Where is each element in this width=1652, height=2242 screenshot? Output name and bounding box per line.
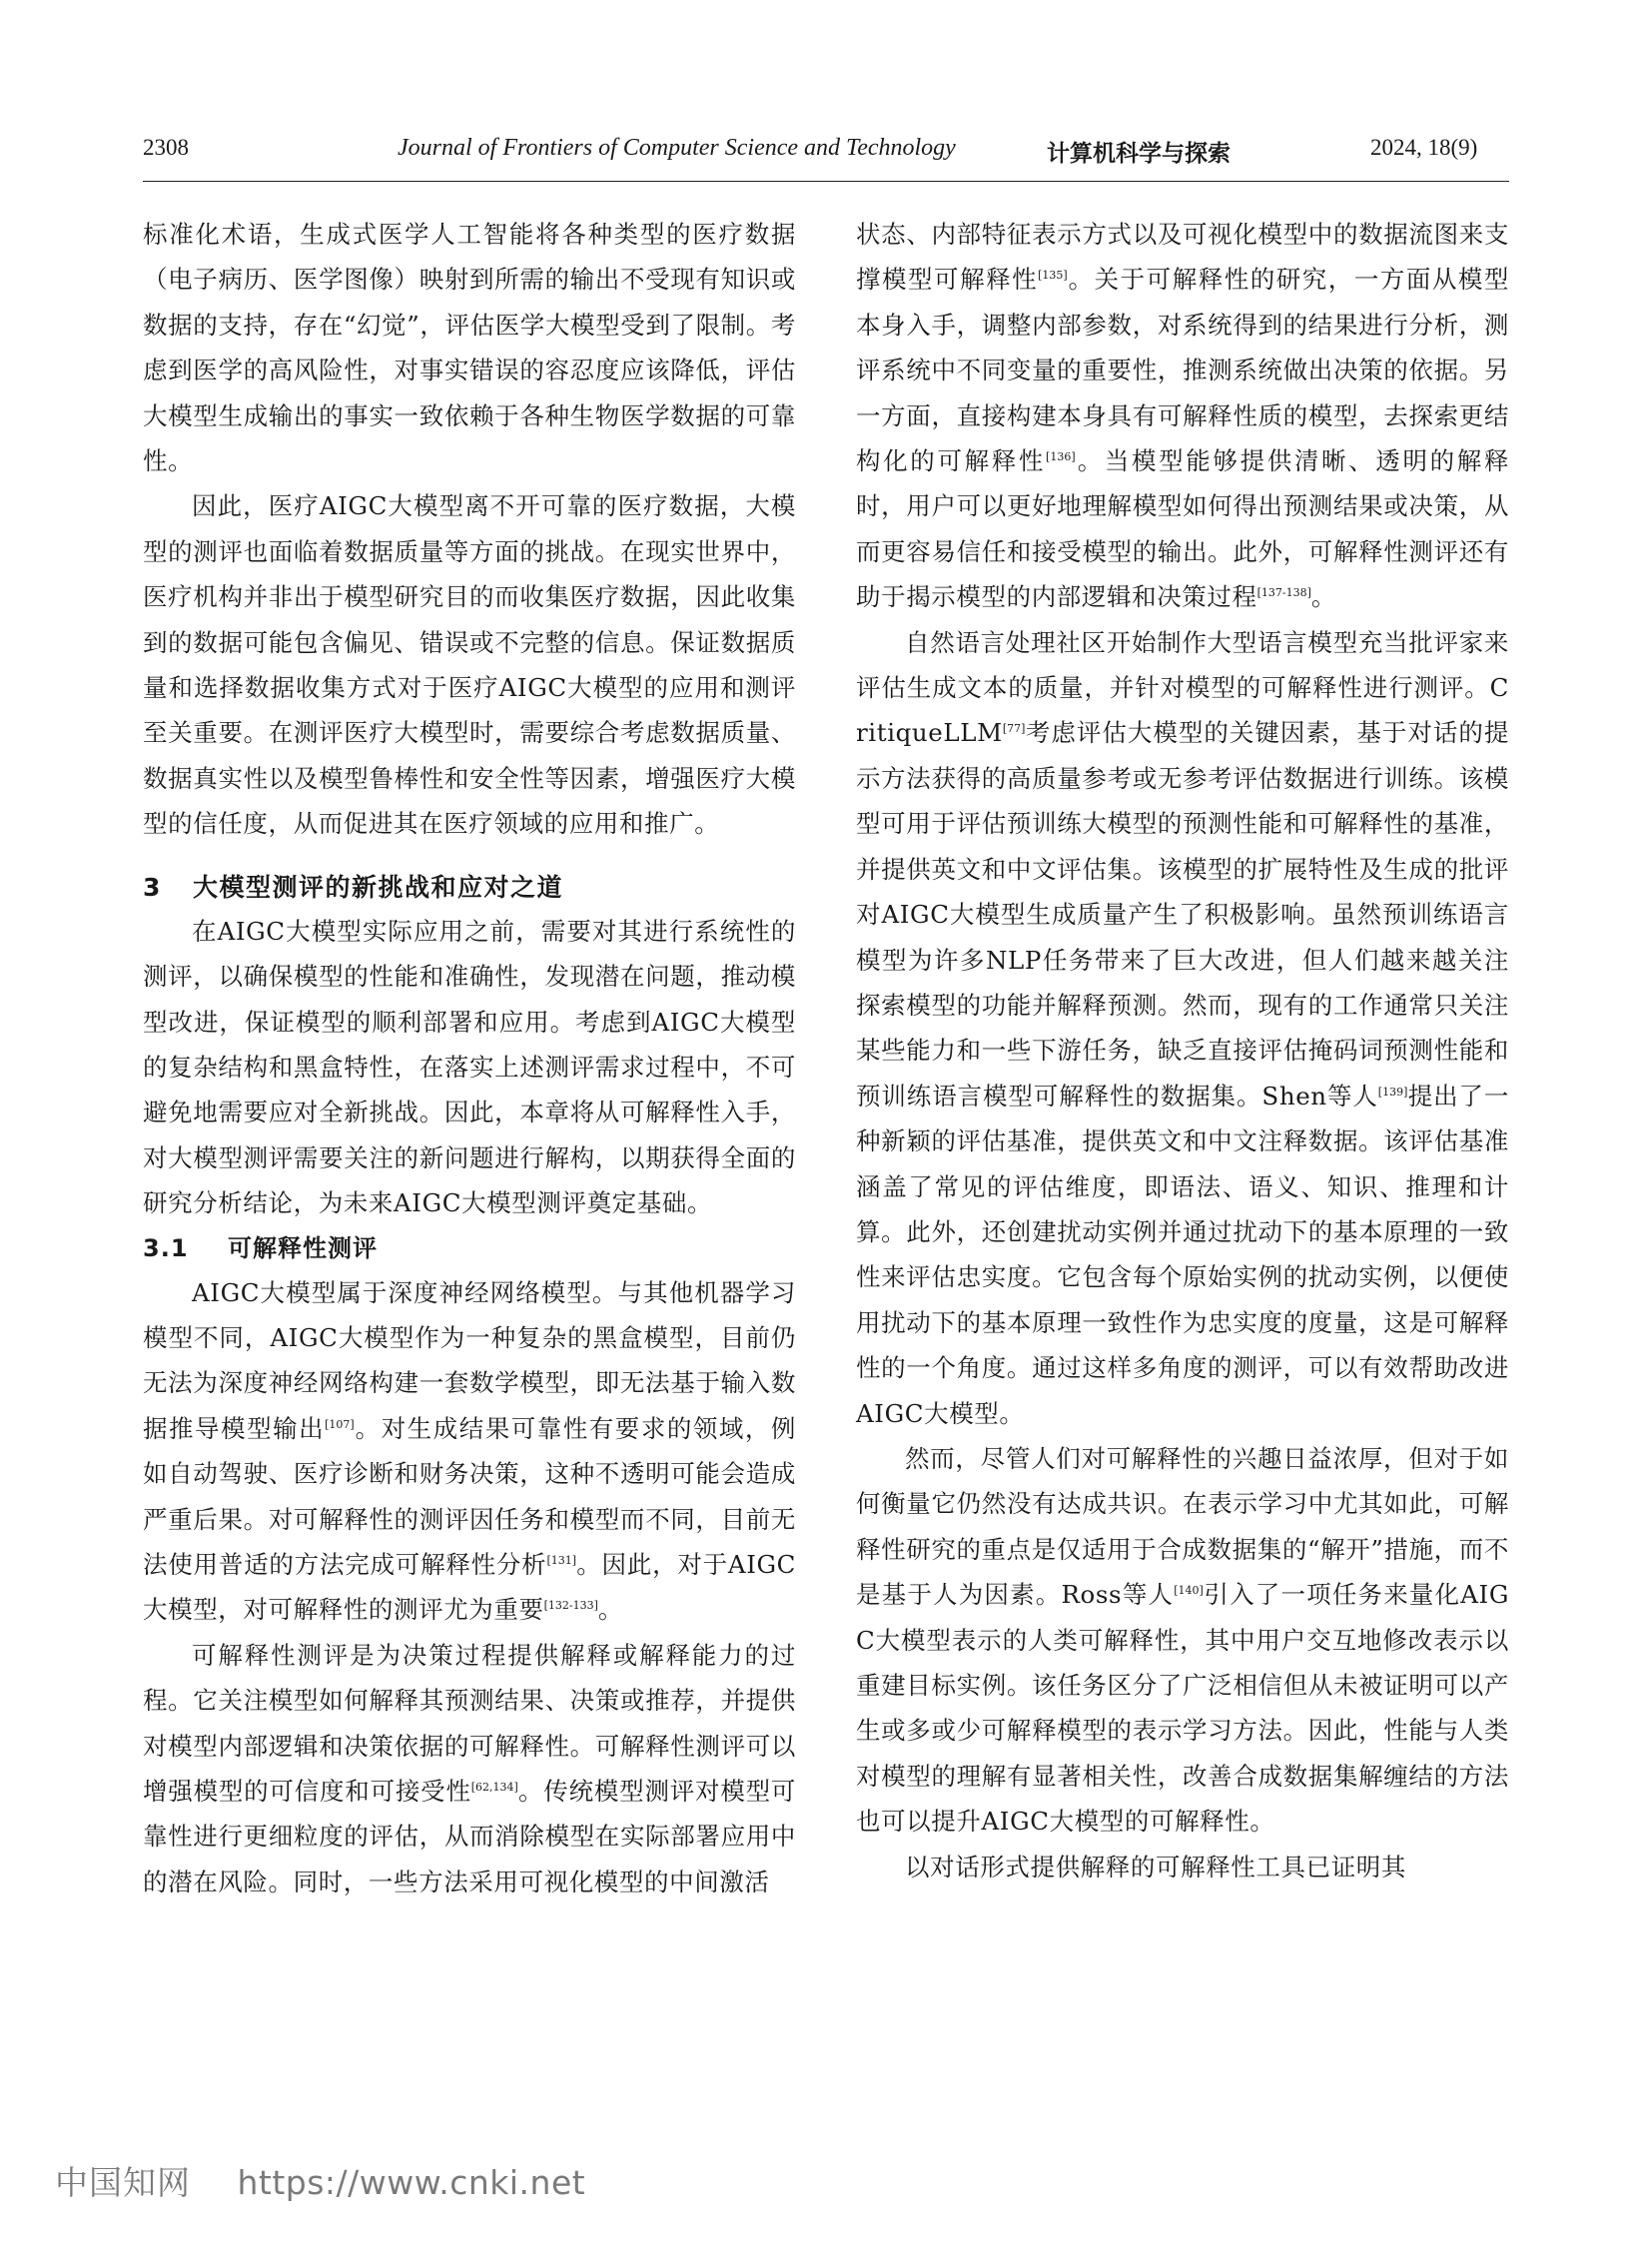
right-column	[856, 212, 1509, 1889]
page-number: 2308	[143, 135, 189, 160]
citation: [140]	[1174, 1584, 1204, 1598]
journal-title-cn: 计算机科学与探索	[1047, 141, 1231, 167]
paragraph	[143, 1270, 796, 1633]
section-title: 大模型测评的新挑战和应对之道	[193, 872, 564, 902]
text-run: 。传统模型测评对模型可靠性进行更细粒度的评估，从而消除模型在实际部署应用中的潜在风险。同时，一些方法采用可视化模型的中间激活	[143, 1777, 796, 1896]
paragraph	[143, 1633, 796, 1904]
text-run: 。当模型能够提供清晰、透明的解释时，用户可以更好地理解模型如何得出预测结果或决策，从而更容易信任和接受模型的输出。此外，可解释性测评还有助于揭示模型的内部逻辑和决策过程	[856, 446, 1509, 612]
text-run: 状态、内部特征表示方式以及可视化模型中的数据流图来支撑模型可解释性	[856, 220, 1509, 295]
text-run: 可解释性测评是为决策过程提供解释或解释能力的过程。它关注模型如何解释其预测结果、决策或推荐，并提供对模型内部逻辑和决策依据的可解释性。可解释性测评可以增强模型的可信度和可接受性	[143, 1640, 796, 1806]
paragraph	[856, 212, 1509, 620]
subsection-title: 可解释性测评	[228, 1233, 378, 1262]
text-run: 考虑评估大模型的关键因素，基于对话的提示方法获得的高质量参考或无参考评估数据进行训练。该模型可用于评估预训练大模型的预测性能和可解释性的基准，并提供英文和中文评估集。该模型的扩展特性及生成的批评对AIGC大模型生成质量产生了积极影响。虽然预训练语言模型为许多NLP任务带来了巨大改进，但人们越来越关注探索模型的功能并解释预测。然而，现有的工作通常只关注某些能力和一些下游任务，缺乏直接评估掩码词预测性能和预训练语言模型可解释性的数据集。Shen等人	[856, 718, 1509, 1111]
citation: [132-133]	[543, 1599, 598, 1613]
citation: [135]	[1038, 269, 1068, 283]
paragraph: 以对话形式提供解释的可解释性工具已证明其	[905, 1852, 1406, 1881]
text-run: 。因此，对于AIGC大模型，对可解释性的测评尤为重要	[143, 1549, 797, 1625]
text-run: 。	[1310, 582, 1337, 612]
subsection-number: 3.1	[143, 1233, 189, 1262]
text-run: 然而，尽管人们对可解释性的兴趣日益浓厚，但对于如何衡量它仍然没有达成共识。在表示学习中尤其如此，可解释性研究的重点是仅适用于合成数据集的“解开”措施，而不是基于人为因素。Ross等人	[856, 1443, 1509, 1610]
issue-info: 2024, 18(9)	[1370, 135, 1478, 160]
page-header	[0, 135, 1652, 175]
section-heading	[143, 867, 796, 909]
subsection-heading	[143, 1226, 796, 1270]
watermark	[55, 2157, 585, 2204]
text-run: 。关于可解释性的研究，一方面从模型本身入手，调整内部参数，对系统得到的结果进行分析，测评系统中不同变量的重要性，推测系统做出决策的依据。另一方面，直接构建本身具有可解释性质的模型，去探索更结构化的可解释性	[856, 265, 1510, 476]
citation: [62,134]	[470, 1781, 518, 1794]
paragraph	[856, 1436, 1509, 1845]
section-number: 3	[143, 872, 162, 902]
text-run: 自然语言处理社区开始制作大型语言模型充当批评家来评估生成文本的质量，并针对模型的可解释性进行测评。CritiqueLLM	[856, 627, 1509, 748]
header-rule	[143, 181, 1509, 182]
citation: [131]	[546, 1553, 577, 1567]
paragraph: 因此，医疗AIGC大模型离不开可靠的医疗数据，大模型的测评也面临着数据质量等方面的挑战。在现实世界中，医疗机构并非出于模型研究目的而收集医疗数据，因此收集到的数据可能包含偏见、错误或不完整的信息。保证数据质量和选择数据收集方式对于医疗AIGC大模型的应用和测评至关重要。在测评医疗大模型时，需要综合考虑数据质量、数据真实性以及模型鲁棒性和安全性等因素，增强医疗大模型的信任度，从而促进其在医疗领域的应用和推广。	[143, 491, 796, 839]
journal-title-en: Journal of Frontiers of Computer Science and Technology	[398, 135, 956, 161]
citation: [136]	[1046, 450, 1076, 464]
text-run: 提出了一种新颖的评估基准，提供英文和中文注释数据。该评估基准涵盖了常见的评估维度，即语法、语义、知识、推理和计算。此外，还创建扰动实例并通过扰动下的基本原理的一致性来评估忠实度。它包含每个原始实例的扰动实例，以便使用扰动下的基本原理一致性作为忠实度的度量，这是可解释性的一个角度。通过这样多角度的测评，可以有效帮助改进AIGC大模型。	[856, 1081, 1509, 1428]
paragraph	[856, 620, 1509, 1436]
paragraph: 在AIGC大模型实际应用之前，需要对其进行系统性的测评，以确保模型的性能和准确性，发现潜在问题，推动模型改进，保证模型的顺利部署和应用。考虑到AIGC大模型的复杂结构和黑盒特性，在落实上述测评需求过程中，不可避免地需要应对全新挑战。因此，本章将从可解释性入手，对大模型测评需要关注的新问题进行解构，以期获得全面的研究分析结论，为未来AIGC大模型测评奠定基础。	[143, 916, 796, 1218]
watermark-site-name: 中国知网	[55, 2163, 191, 2202]
left-column	[143, 212, 796, 1904]
text-run: 引入了一项任务来量化AIGC大模型表示的人类可解释性，其中用户交互地修改表示以重建目标实例。该任务区分了广泛相信但从未被证明可以产生或多或少可解释模型的表示学习方法。因此，性能与人类对模型的理解有显著相关性，改善合成数据集解缠结的方法也可以提升AIGC大模型的可解释性。	[856, 1580, 1509, 1837]
watermark-url: https://www.cnki.net	[237, 2163, 586, 2202]
citation: [77]	[1002, 722, 1026, 736]
text-run: 。	[597, 1595, 624, 1625]
citation: [139]	[1377, 1085, 1408, 1099]
citation: [137-138]	[1256, 586, 1311, 600]
citation: [107]	[325, 1417, 355, 1431]
text-run: 。对生成结果可靠性有要求的领域，例如自动驾驶、医疗诊断和财务决策，这种不透明可能会造成严重后果。对可解释性的测评因任务和模型而不同，目前无法使用普适的方法完成可解释性分析	[143, 1413, 797, 1579]
paragraph: 标准化术语，生成式医学人工智能将各种类型的医疗数据（电子病历、医学图像）映射到所需的输出不受现有知识或数据的支持，存在“幻觉”，评估医学大模型受到了限制。考虑到医学的高风险性，对事实错误的容忍度应该降低，评估大模型生成输出的事实一致依赖于各种生物医学数据的可靠性。	[143, 220, 796, 476]
text-run: AIGC大模型属于深度神经网络模型。与其他机器学习模型不同，AIGC大模型作为一种复杂的黑盒模型，目前仍无法为深度神经网络构建一套数学模型，即无法基于输入数据推导模型输出	[143, 1277, 796, 1443]
